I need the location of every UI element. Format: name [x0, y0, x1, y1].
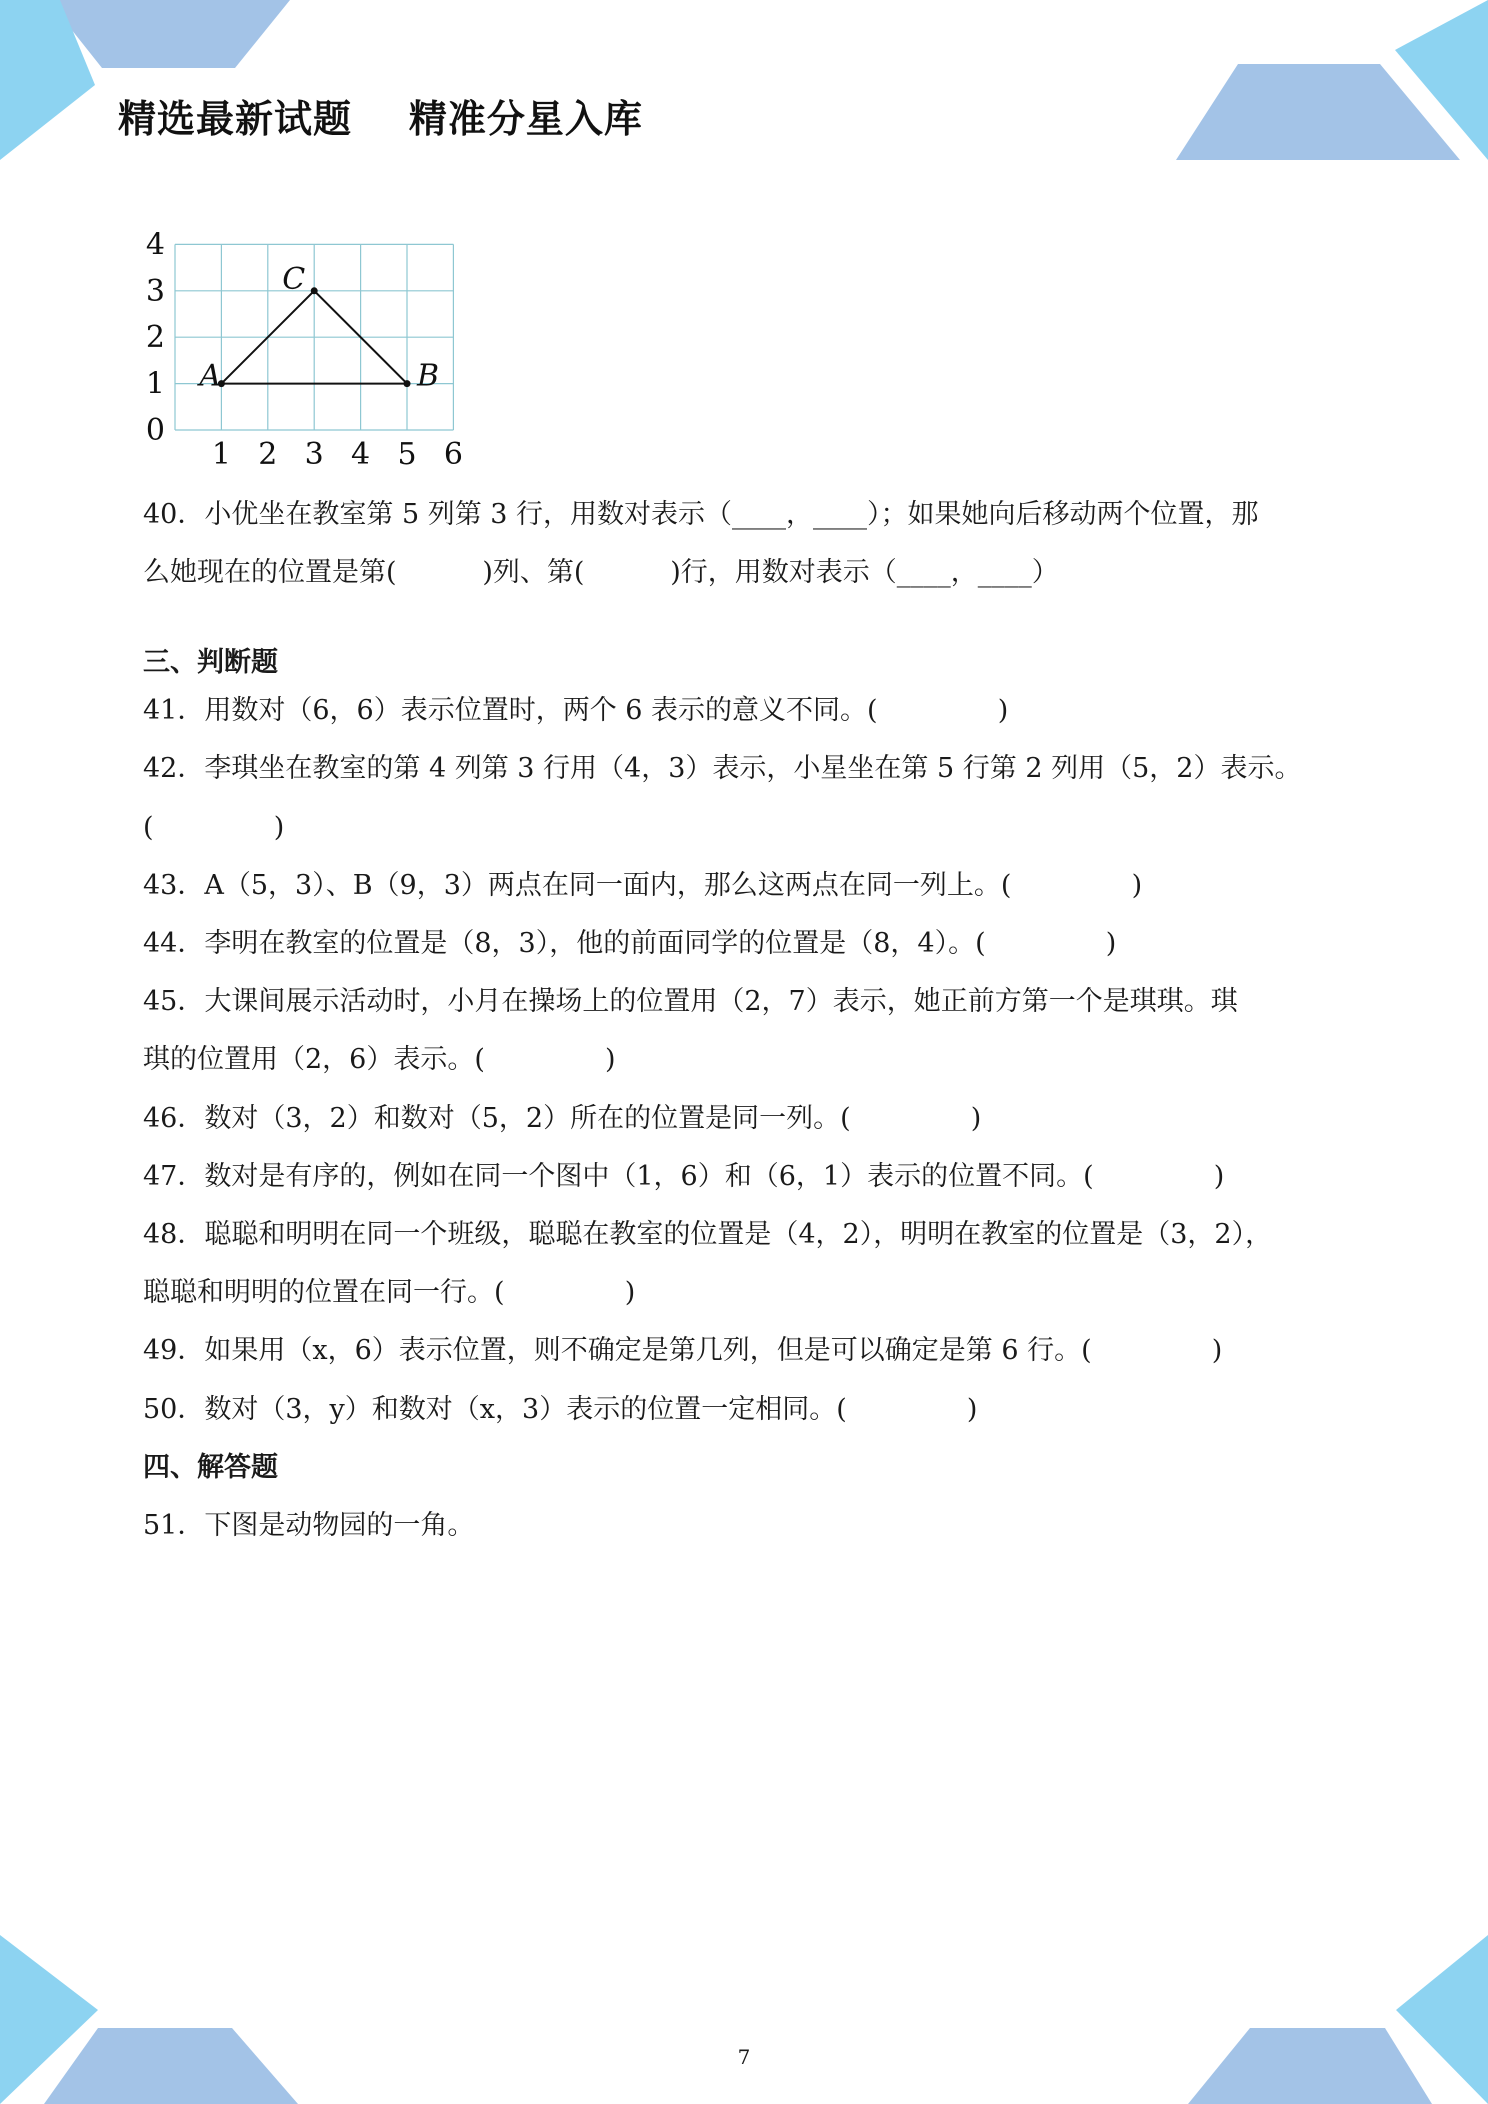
question-40-line-1: 40．小优坐在教室第 5 列第 3 行，用数对表示（____，____）；如果她向后移动两个位置，那: [143, 499, 1259, 530]
x-tick-label: 5: [397, 437, 417, 470]
point-label-c: C: [282, 261, 306, 297]
x-tick-label: 6: [443, 437, 463, 470]
question-45-line-1: 45．大课间展示活动时，小月在操场上的位置用（2，7）表示，她正前方第一个是琪琪。琪: [143, 986, 1238, 1017]
top-left-trapezoid: [48, 0, 290, 68]
question-40-line-2: 么她现在的位置是第( )列、第( )行，用数对表示（____，____）: [143, 557, 1059, 588]
question-45-line-2: 琪的位置用（2，6）表示。( ): [143, 1044, 616, 1075]
section-answer-title: 四、解答题: [143, 1452, 278, 1483]
y-tick-label: 4: [145, 230, 165, 263]
question-49: 49．如果用（x，6）表示位置，则不确定是第几列，但是可以确定是第 6 行。( ): [143, 1335, 1223, 1366]
question-42-line-1: 42．李琪坐在教室的第 4 列第 3 行用（4，3）表示，小星坐在第 5 行第 2 列用（5，2）表示。: [143, 753, 1302, 784]
point-label-b: B: [417, 358, 440, 394]
coordinate-graph: [140, 230, 470, 470]
y-tick-label: 1: [145, 366, 165, 402]
point-b: [404, 380, 411, 387]
x-tick-label: 1: [211, 437, 231, 470]
x-tick-label: 3: [304, 437, 324, 470]
question-41: 41．用数对（6，6）表示位置时，两个 6 表示的意义不同。( ): [143, 695, 1009, 726]
y-tick-label: 3: [145, 273, 165, 309]
question-42-line-2: ( ): [143, 812, 285, 843]
question-43: 43．A（5，3）、B（9，3）两点在同一面内，那么这两点在同一列上。( ): [143, 870, 1143, 901]
question-48-line-1: 48．聪聪和明明在同一个班级，聪聪在教室的位置是（4，2），明明在教室的位置是（3，2），: [143, 1219, 1273, 1250]
x-tick-label: 4: [351, 437, 371, 470]
header-title: 精选最新试题 精准分星入库: [118, 97, 643, 141]
y-tick-label: 2: [145, 320, 165, 356]
section-judgment-title: 三、判断题: [143, 647, 278, 678]
x-tick-label: 2: [258, 437, 278, 470]
points: [196, 262, 439, 394]
question-50: 50．数对（3，y）和数对（x，3）表示的位置一定相同。( ): [143, 1394, 978, 1425]
y-tick-label: 0: [145, 413, 165, 448]
question-46: 46．数对（3，2）和数对（5，2）所在的位置是同一列。( ): [143, 1103, 982, 1134]
grid: [175, 244, 453, 430]
page-number: 7: [737, 2045, 751, 2069]
question-47: 47．数对是有序的，例如在同一个图中（1，6）和（6，1）表示的位置不同。( ): [143, 1161, 1225, 1192]
top-right-trapezoid: [1176, 64, 1460, 160]
question-48-line-2: 聪聪和明明的位置在同一行。( ): [143, 1277, 636, 1308]
question-51: 51．下图是动物园的一角。: [143, 1510, 475, 1541]
point-label-a: A: [199, 358, 222, 394]
point-c: [311, 287, 318, 294]
question-44: 44．李明在教室的位置是（8，3），他的前面同学的位置是（8，4）。( ): [143, 928, 1117, 959]
